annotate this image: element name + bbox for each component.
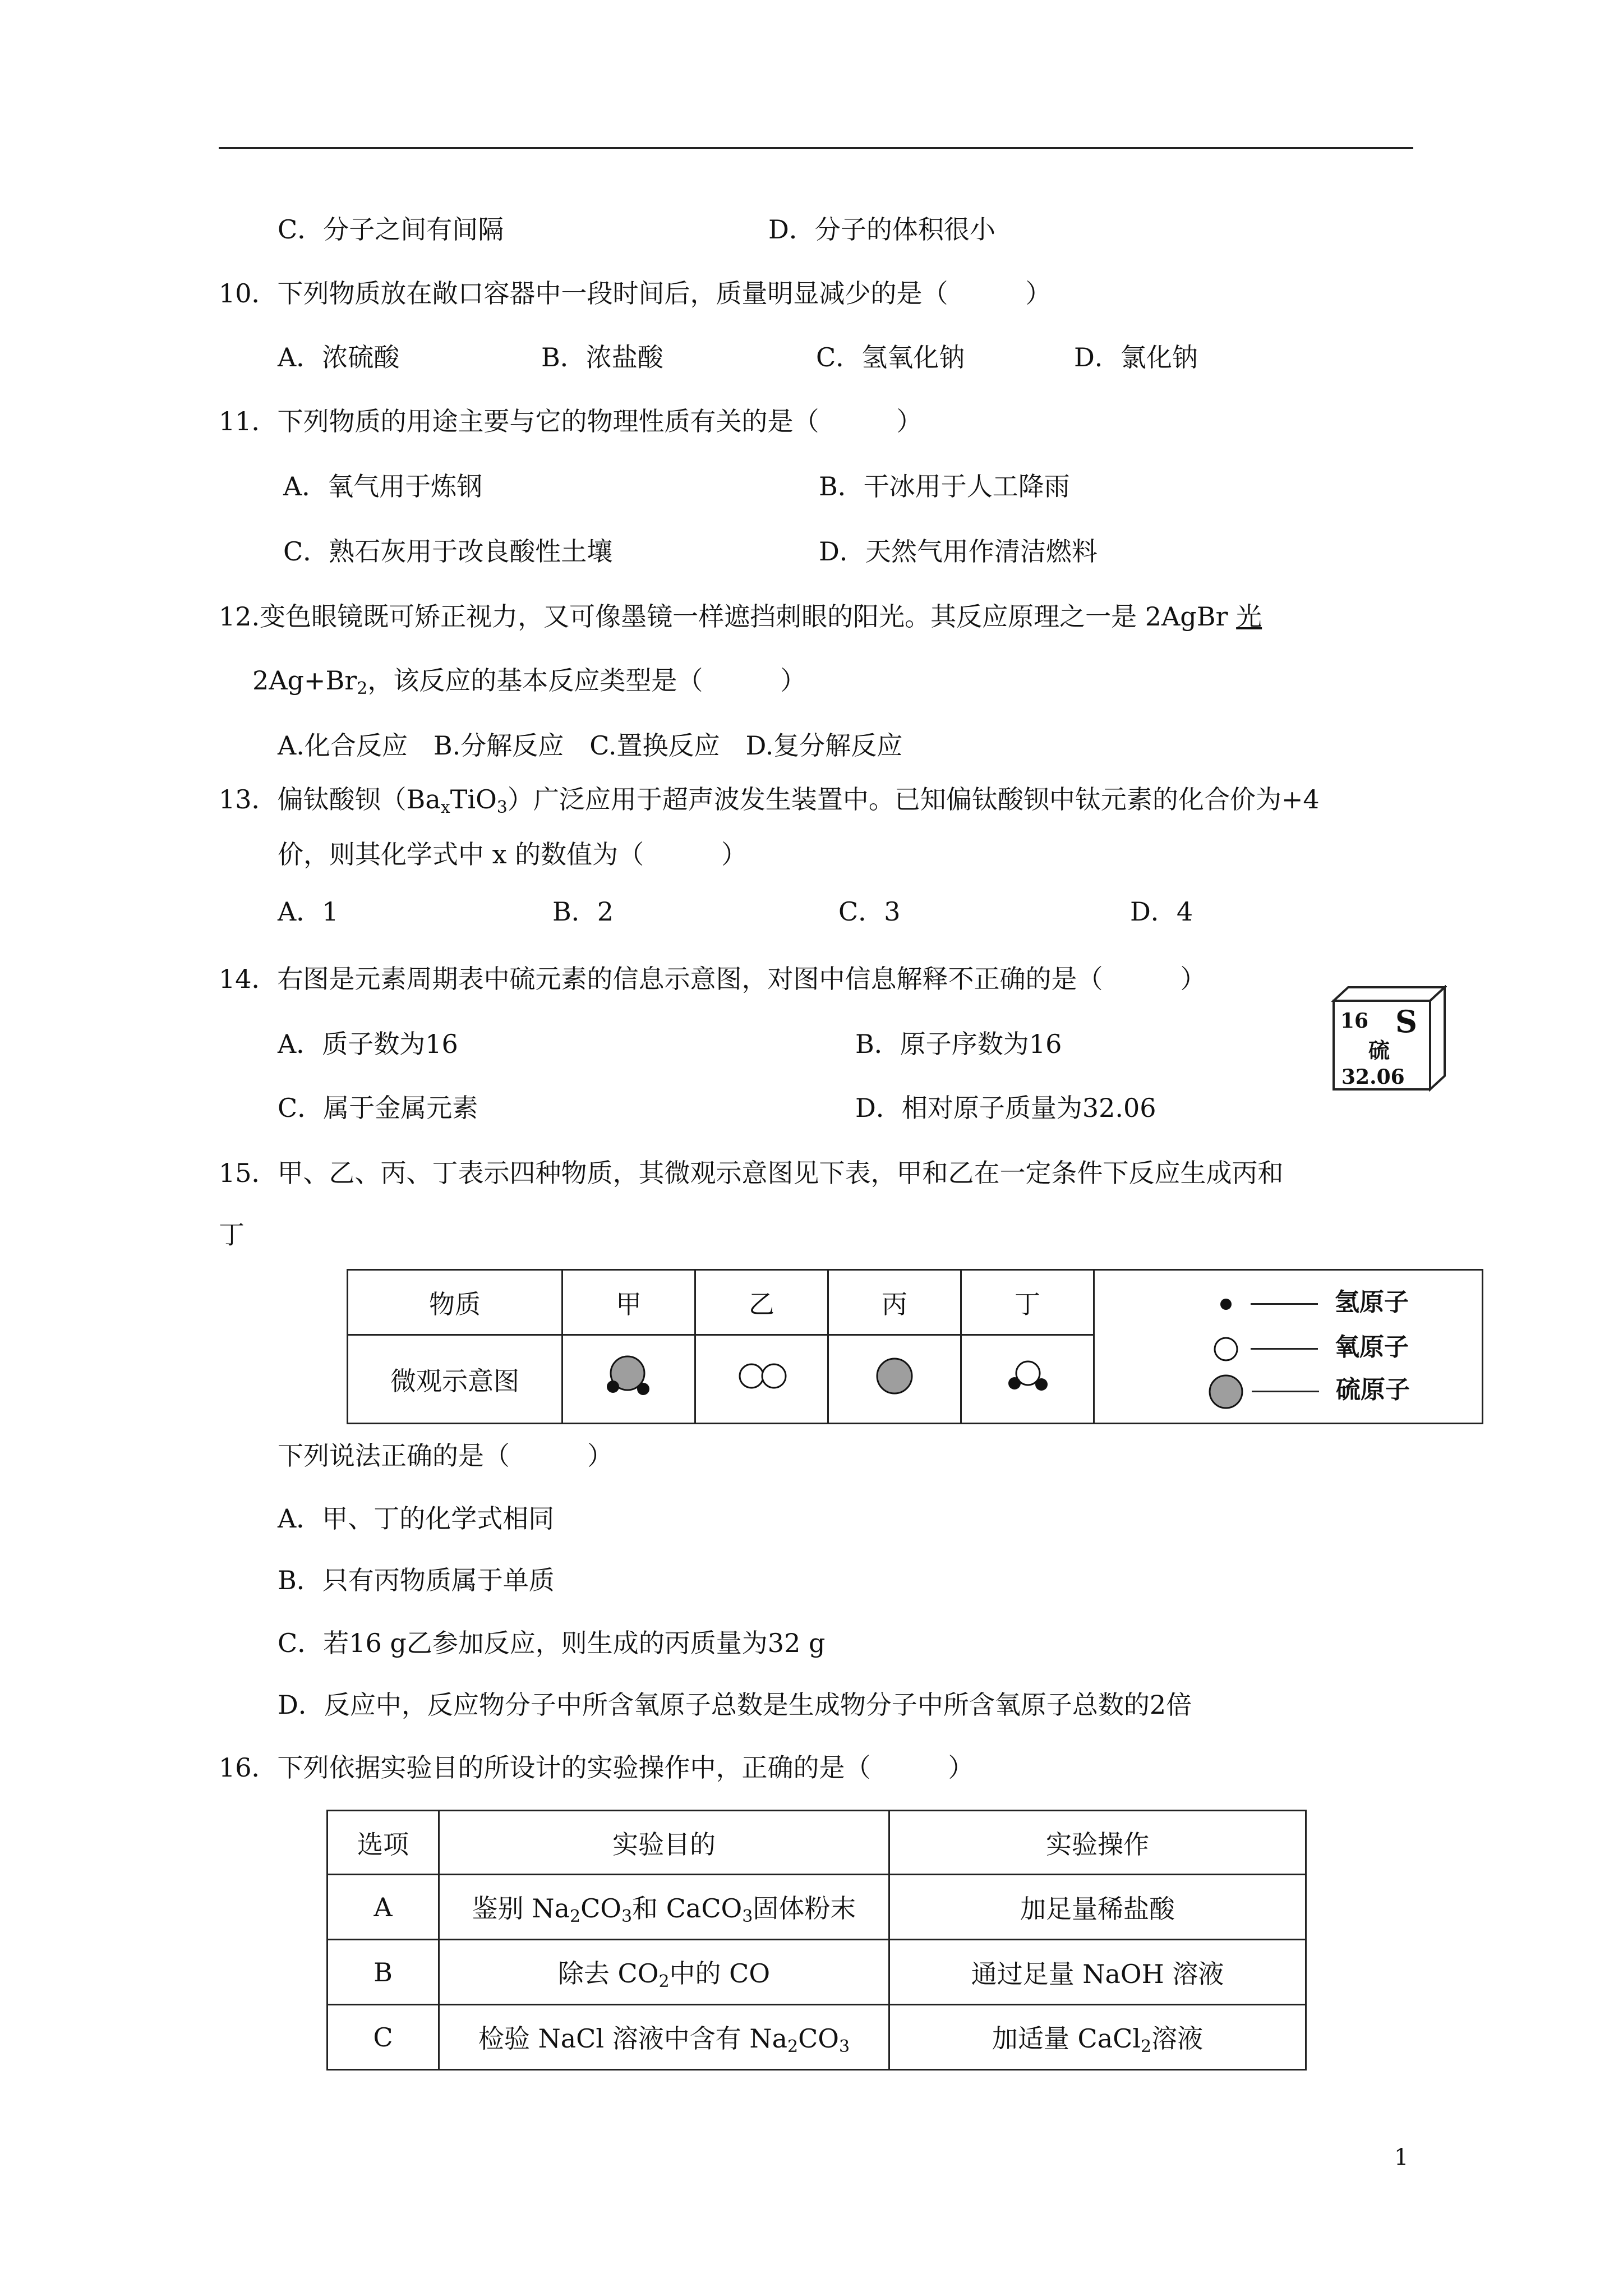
q14-stem: 14．右图是元素周期表中硫元素的信息示意图，对图中信息解释不正确的是（ ） [219, 964, 1206, 994]
legend-cell [1094, 1270, 1483, 1424]
header-operation: 实验操作 [889, 1811, 1306, 1875]
header-ding: 丁 [961, 1270, 1094, 1335]
row-a-operation: 加足量稀盐酸 [889, 1875, 1306, 1940]
q10-stem: 10．下列物质放在敞口容器中一段时间后，质量明显减少的是（ ） [219, 278, 1052, 309]
q13-option-b: B．2 [552, 896, 614, 927]
q10-option-d: D．氯化钠 [1074, 342, 1198, 372]
table-row [328, 1875, 1306, 1940]
table-row [328, 1940, 1306, 2005]
table-row [328, 2005, 1306, 2070]
q13-option-d: D．4 [1130, 896, 1193, 927]
legend-hydrogen: 氢原子 [1218, 1282, 1409, 1318]
header-rule [219, 147, 1413, 149]
element-atomic-mass: 32.06 [1341, 1065, 1405, 1089]
q9-option-d: D．分子的体积很小 [768, 214, 995, 245]
header-jia: 甲 [562, 1270, 695, 1335]
element-atomic-number: 16 [1340, 1009, 1369, 1033]
q15-question: 下列说法正确的是（ ） [278, 1441, 613, 1471]
q12-options: A.化合反应 B.分解反应 C.置换反应 D.复分解反应 [278, 730, 903, 761]
q16-stem: 16．下列依据实验目的所设计的实验操作中，正确的是（ ） [219, 1752, 974, 1783]
q13-option-a: A．1 [278, 896, 339, 927]
q10-option-a: A．浓硫酸 [278, 342, 400, 372]
q11-option-b: B．干冰用于人工降雨 [819, 471, 1070, 501]
q13-stem-line1: 13．偏钛酸钡$(Ba_xTiO_3)$广泛应用于超声波发生装置中。已知偏钛酸钡中钛元素的化合价为+4 [219, 784, 1320, 817]
row-b-purpose: 除去 $CO_2$中的 CO [439, 1940, 889, 2005]
bing-molecule [828, 1335, 961, 1424]
h2o-molecule-icon [997, 1351, 1058, 1401]
q15-option-d: D．反应中，反应物分子中所含氧原子总数是生成物分子中所含氧原子总数的2倍 [278, 1690, 1192, 1720]
row-b-option: B [328, 1940, 439, 2005]
header-option: 选项 [328, 1811, 439, 1875]
q15-option-a: A．甲、丁的化学式相同 [278, 1503, 555, 1534]
q11-stem: 11．下列物质的用途主要与它的物理性质有关的是（ ） [219, 406, 923, 436]
q15-micro-table [347, 1269, 1483, 1424]
q15-stem-line1: 15．甲、乙、丙、丁表示四种物质，其微观示意图见下表，甲和乙在一定条件下反应生成丙和 [219, 1158, 1284, 1188]
o2-molecule-icon [728, 1354, 795, 1398]
q11-option-c: C．熟石灰用于改良酸性土壤 [283, 536, 613, 567]
q14-option-c: C．属于金属元素 [278, 1093, 478, 1123]
jia-molecule [562, 1335, 695, 1424]
element-symbol: S [1395, 1004, 1417, 1039]
reaction-condition-light: 光 [1236, 601, 1262, 632]
q11-option-d: D．天然气用作清洁燃料 [819, 536, 1098, 567]
element-card-graphic [1331, 985, 1447, 1092]
q11-option-a: A．氧气用于炼钢 [283, 471, 483, 501]
q12-stem-line2: $2Ag+Br_2$，该反应的基本反应类型是（ ） [252, 665, 806, 698]
q14-option-d: D．相对原子质量为32.06 [855, 1093, 1156, 1123]
row-label-micro: 微观示意图 [348, 1335, 562, 1424]
q14-option-b: B．原子序数为16 [855, 1029, 1062, 1059]
header-purpose: 实验目的 [439, 1811, 889, 1875]
header-substance: 物质 [348, 1270, 562, 1335]
row-b-operation: 通过足量 NaOH 溶液 [889, 1940, 1306, 2005]
q13-option-c: C．3 [838, 896, 901, 927]
q15-option-c: C．若16 g乙参加反应，则生成的丙质量为32 g [278, 1628, 826, 1658]
sulfur-element-card [1331, 985, 1447, 1098]
header-yi: 乙 [695, 1270, 828, 1335]
q10-option-c: C．氢氧化钠 [816, 342, 965, 372]
legend-sulfur: 硫原子 [1207, 1369, 1410, 1411]
q15-stem-line2: 丁 [219, 1220, 245, 1250]
page-number: 1 [1394, 2145, 1409, 2170]
h2s-molecule-icon [595, 1345, 662, 1407]
q15-option-b: B．只有丙物质属于单质 [278, 1565, 555, 1595]
sulfur-atom-icon [1207, 1373, 1245, 1411]
yi-molecule [695, 1335, 828, 1424]
header-bing: 丙 [828, 1270, 961, 1335]
row-a-purpose: 鉴别 $Na_2CO_3$和 CaCO$_3$固体粉末 [439, 1875, 889, 1940]
ding-molecule [961, 1335, 1094, 1424]
row-c-purpose: 检验 NaCl 溶液中含有 $Na_2CO_3$ [439, 2005, 889, 2070]
row-c-operation: 加适量 CaCl$_2$溶液 [889, 2005, 1306, 2070]
element-name: 硫 [1368, 1038, 1390, 1063]
row-c-option: C [328, 2005, 439, 2070]
q13-stem-line2: 价，则其化学式中 x 的数值为（ ） [278, 839, 748, 869]
row-a-option: A [328, 1875, 439, 1940]
q12-stem-line1: 12.变色眼镜既可矫正视力，又可像墨镜一样遮挡刺眼的阳光。其反应原理之一是 2AgBr 光 [219, 601, 1262, 632]
q9-option-c: C．分子之间有间隔 [278, 214, 504, 245]
hydrogen-atom-icon [1218, 1296, 1234, 1312]
q10-option-b: B．浓盐酸 [541, 342, 663, 372]
legend-oxygen: 氧原子 [1211, 1327, 1409, 1364]
q14-option-a: A．质子数为16 [278, 1029, 458, 1059]
sulfur-atom-molecule-icon [866, 1348, 923, 1404]
q16-experiment-table [326, 1810, 1307, 2070]
oxygen-atom-icon [1211, 1335, 1241, 1364]
